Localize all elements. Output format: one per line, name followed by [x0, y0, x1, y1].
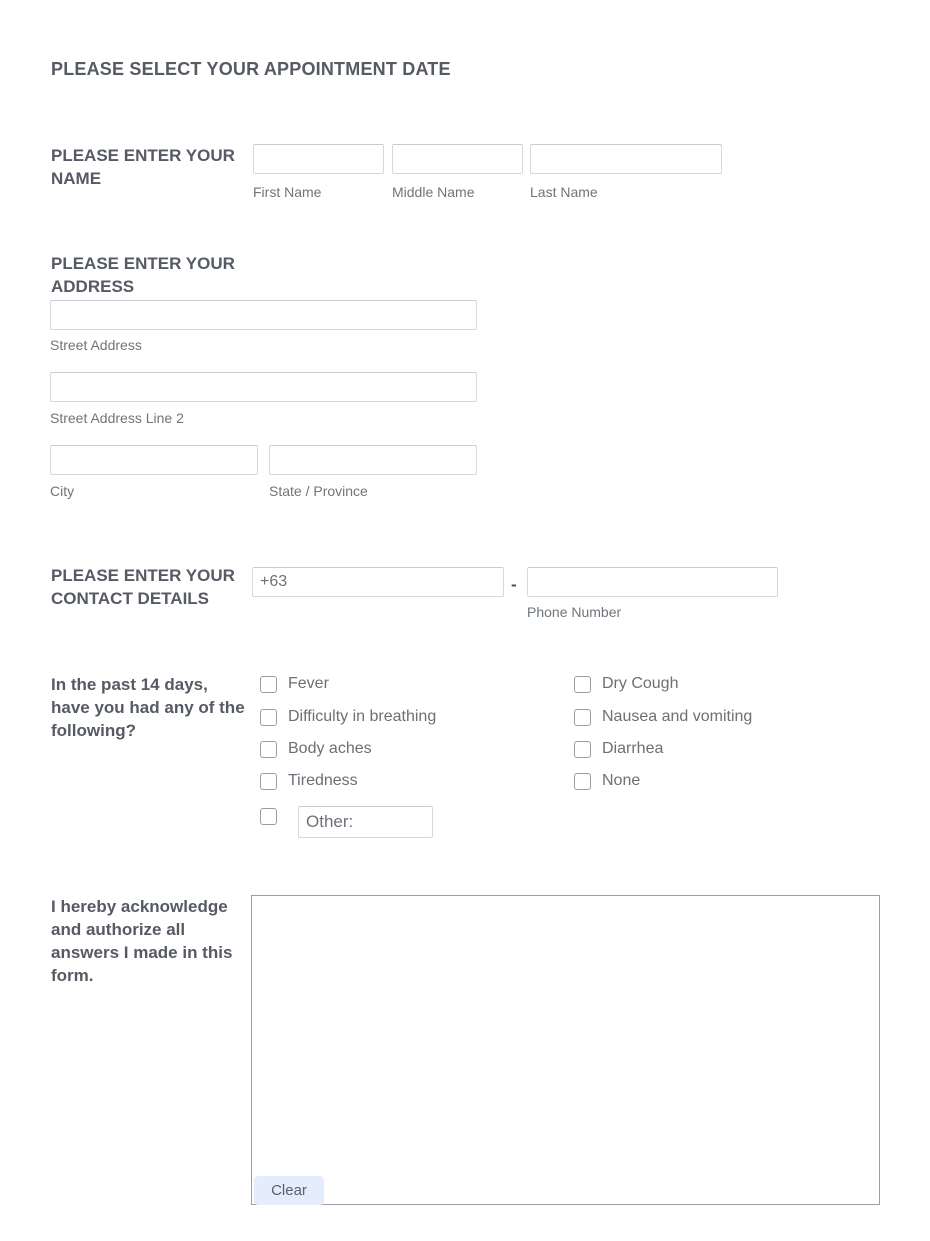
- checkbox-label-dry-cough: Dry Cough: [602, 675, 679, 692]
- name-section-label: PLEASE ENTER YOUR NAME: [51, 146, 235, 188]
- city-input[interactable]: [50, 445, 258, 475]
- checkbox-body-aches-icon[interactable]: [260, 741, 277, 758]
- checkbox-fever-icon[interactable]: [260, 676, 277, 693]
- page-title: PLEASE SELECT YOUR APPOINTMENT DATE: [51, 59, 451, 79]
- street-address-line2-input[interactable]: [50, 372, 477, 402]
- state-province-input[interactable]: [269, 445, 477, 475]
- signature-pad[interactable]: [251, 895, 880, 1205]
- checkbox-label-tiredness: Tiredness: [288, 772, 358, 789]
- checkbox-row-fever[interactable]: [260, 673, 329, 695]
- checkbox-label-difficulty-in-breathing: Difficulty in breathing: [288, 708, 437, 725]
- checkbox-label-body-aches: Body aches: [288, 740, 372, 757]
- checkbox-label-diarrhea: Diarrhea: [602, 740, 664, 757]
- checkbox-label-nausea-and-vomiting: Nausea and vomiting: [602, 708, 753, 725]
- checkbox-nausea-and-vomiting-icon[interactable]: [574, 709, 591, 726]
- checkbox-row-tiredness[interactable]: [260, 770, 358, 792]
- street-address-line2-sublabel: Street Address Line 2: [50, 410, 184, 426]
- city-sublabel: City: [50, 483, 75, 499]
- street-address-input[interactable]: [50, 300, 477, 330]
- checkbox-row-dry-cough[interactable]: [574, 673, 678, 695]
- phone-number-sublabel: Phone Number: [527, 604, 622, 620]
- phone-number-input[interactable]: [527, 567, 778, 597]
- middle-name-sublabel: Middle Name: [392, 184, 475, 200]
- checkbox-row-difficulty-in-breathing[interactable]: [260, 706, 436, 728]
- country-code-input[interactable]: [252, 567, 504, 597]
- symptoms-section-label: In the past 14 days, have you had any of the following?: [51, 675, 245, 740]
- checkbox-other-icon[interactable]: [260, 808, 277, 825]
- street-address-sublabel: Street Address: [50, 337, 142, 353]
- middle-name-input[interactable]: [392, 144, 523, 174]
- contact-section-label: PLEASE ENTER YOUR CONTACT DETAILS: [51, 566, 235, 608]
- checkbox-diarrhea-icon[interactable]: [574, 741, 591, 758]
- checkbox-row-other[interactable]: [260, 808, 277, 825]
- checkbox-dry-cough-icon[interactable]: [574, 676, 591, 693]
- first-name-input[interactable]: [253, 144, 384, 174]
- address-section-label: PLEASE ENTER YOUR ADDRESS: [51, 254, 235, 296]
- checkbox-row-none[interactable]: [574, 770, 640, 792]
- last-name-sublabel: Last Name: [530, 184, 598, 200]
- state-province-sublabel: State / Province: [269, 483, 368, 499]
- checkbox-row-diarrhea[interactable]: [574, 738, 663, 760]
- phone-separator: -: [511, 575, 517, 594]
- signature-section-label: I hereby acknowledge and authorize all answers I made in this form.: [51, 897, 233, 985]
- checkbox-row-nausea-and-vomiting[interactable]: [574, 706, 752, 728]
- checkbox-row-body-aches[interactable]: [260, 738, 372, 760]
- other-symptom-input[interactable]: [298, 806, 433, 838]
- last-name-input[interactable]: [530, 144, 722, 174]
- clear-signature-button[interactable]: Clear: [254, 1176, 324, 1205]
- checkbox-label-none: None: [602, 772, 641, 789]
- checkbox-none-icon[interactable]: [574, 773, 591, 790]
- checkbox-label-fever: Fever: [288, 675, 329, 692]
- checkbox-difficulty-in-breathing-icon[interactable]: [260, 709, 277, 726]
- checkbox-tiredness-icon[interactable]: [260, 773, 277, 790]
- first-name-sublabel: First Name: [253, 184, 322, 200]
